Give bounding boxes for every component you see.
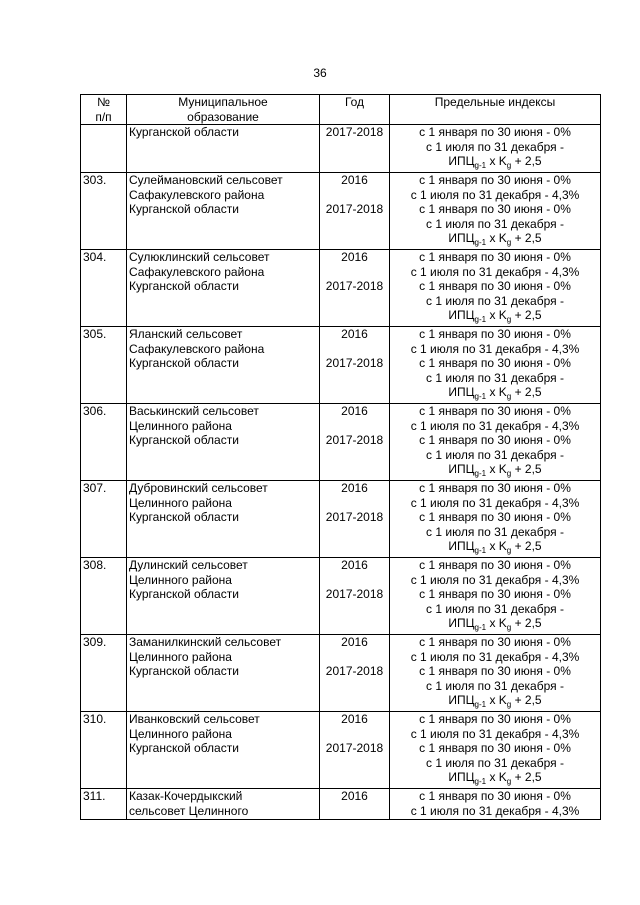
indices-cell <box>390 557 601 634</box>
index-line: с 1 июля по 31 декабря - <box>426 678 564 693</box>
index-formula: $ИПЦ_{g-1}$ х $K_g + 2,5$ <box>448 462 542 479</box>
year-cell <box>320 788 390 819</box>
year-value: 2016 <box>341 788 368 803</box>
year-cell <box>320 403 390 480</box>
year-spacer <box>322 496 387 511</box>
indices-cell <box>390 403 601 480</box>
index-line: с 1 января по 30 июня - 0% <box>419 403 571 418</box>
indices-cell <box>390 249 601 326</box>
index-line: с 1 января по 30 июня - 0% <box>419 480 571 495</box>
indices-cell <box>390 711 601 788</box>
formula-subscript: g <box>506 546 512 556</box>
year-value: 2017-2018 <box>325 741 384 756</box>
table-row <box>81 634 601 711</box>
formula-subscript: g <box>506 238 512 248</box>
year-cell <box>320 125 390 173</box>
index-line: с 1 июля по 31 декабря - 4,3% <box>410 495 580 510</box>
index-line: с 1 января по 30 июня - 0% <box>419 326 571 341</box>
municipality-cell <box>127 403 320 480</box>
index-line: с 1 января по 30 июня - 0% <box>419 125 571 140</box>
formula-subscript: g <box>506 777 512 787</box>
municipality-line: Иванковский сельсовет <box>129 711 260 726</box>
year-value: 2017-2018 <box>325 279 384 294</box>
municipality-cell <box>127 557 320 634</box>
index-line: с 1 июля по 31 декабря - <box>426 216 564 231</box>
municipality-line: Курганской области <box>129 356 239 371</box>
indices-cell <box>390 125 601 173</box>
municipality-line: Сулюклинский сельсовет <box>129 249 270 264</box>
index-formula: $ИПЦ_{g-1}$ х $K_g + 2,5$ <box>448 770 542 787</box>
row-number-cell: 304. <box>81 249 127 326</box>
municipality-line: Курганской области <box>129 741 239 756</box>
year-value: 2017-2018 <box>325 587 384 602</box>
header-municipality-line1: Муниципальное <box>178 95 268 109</box>
municipality-cell <box>127 711 320 788</box>
formula-subscript: g <box>506 161 512 171</box>
index-line: с 1 июля по 31 декабря - <box>426 293 564 308</box>
year-cell <box>320 326 390 403</box>
municipality-line: Целинного района <box>129 726 232 741</box>
municipality-line: Сафакулевского района <box>129 341 265 356</box>
municipality-line: Яланский сельсовет <box>129 326 243 341</box>
header-number-line1: № <box>97 95 110 109</box>
municipality-line: Васькинский сельсовет <box>129 403 259 418</box>
formula-subscript: g <box>506 469 512 479</box>
formula-subscript: g <box>506 623 512 633</box>
indices-cell <box>390 480 601 557</box>
municipality-line: Заманилкинский сельсовет <box>129 634 282 649</box>
year-cell <box>320 249 390 326</box>
formula-subscript: g <box>506 700 512 710</box>
page-number: 36 <box>313 66 327 80</box>
header-number <box>81 95 127 125</box>
year-value: 2017-2018 <box>325 433 384 448</box>
year-value: 2016 <box>341 557 368 572</box>
index-formula: $ИПЦ_{g-1}$ х $K_g + 2,5$ <box>448 385 542 402</box>
index-line: с 1 января по 30 июня - 0% <box>419 634 571 649</box>
year-spacer <box>322 342 387 357</box>
header-municipality-line2: образование <box>187 109 259 124</box>
row-number-cell: 309. <box>81 634 127 711</box>
year-spacer <box>322 188 387 203</box>
municipality-line: Целинного района <box>129 495 232 510</box>
table-row <box>81 326 601 403</box>
municipality-line: Дулинский сельсовет <box>129 557 248 572</box>
municipality-cell <box>127 125 320 173</box>
index-line: с 1 июля по 31 декабря - <box>426 370 564 385</box>
index-line: с 1 января по 30 июня - 0% <box>419 249 571 264</box>
year-cell <box>320 711 390 788</box>
formula-subscript: g-1 <box>474 777 487 787</box>
index-line: с 1 января по 30 июня - 0% <box>419 172 571 187</box>
formula-subscript: g-1 <box>474 469 487 479</box>
index-line: с 1 января по 30 июня - 0% <box>419 587 571 602</box>
municipality-line: Казак-Кочердыкский <box>129 788 243 803</box>
formula-subscript: g-1 <box>474 700 487 710</box>
index-line: с 1 июля по 31 декабря - <box>426 139 564 154</box>
municipality-cell <box>127 480 320 557</box>
table-header-row <box>81 95 601 125</box>
year-value: 2017-2018 <box>325 125 384 140</box>
index-line: с 1 июля по 31 декабря - 4,3% <box>410 264 580 279</box>
index-formula: $ИПЦ_{g-1}$ х $K_g + 2,5$ <box>448 154 542 171</box>
municipality-line: Курганской области <box>129 587 239 602</box>
index-line: с 1 января по 30 июня - 0% <box>419 741 571 756</box>
index-line: с 1 июля по 31 декабря - 4,3% <box>410 341 580 356</box>
index-line: с 1 июля по 31 декабря - 4,3% <box>410 803 580 818</box>
formula-subscript: g-1 <box>474 392 487 402</box>
table-row <box>81 172 601 249</box>
municipality-line: Курганской области <box>129 125 239 140</box>
index-line: с 1 июля по 31 декабря - 4,3% <box>410 187 580 202</box>
index-formula: $ИПЦ_{g-1}$ х $K_g + 2,5$ <box>448 231 542 248</box>
index-line: с 1 июля по 31 декабря - 4,3% <box>410 649 580 664</box>
table-row <box>81 480 601 557</box>
header-indices: Предельные индексы <box>390 95 601 125</box>
year-value: 2017-2018 <box>325 664 384 679</box>
row-number-cell: 308. <box>81 557 127 634</box>
year-value: 2016 <box>341 326 368 341</box>
table-row <box>81 125 601 173</box>
municipality-line: Дубровинский сельсовет <box>129 480 268 495</box>
year-value: 2017-2018 <box>325 202 384 217</box>
municipality-line: Сулеймановский сельсовет <box>129 172 283 187</box>
year-cell <box>320 634 390 711</box>
formula-subscript: g <box>506 392 512 402</box>
year-value: 2016 <box>341 403 368 418</box>
municipality-cell <box>127 326 320 403</box>
indices-cell <box>390 326 601 403</box>
indices-cell <box>390 172 601 249</box>
row-number-cell: 310. <box>81 711 127 788</box>
year-value: 2017-2018 <box>325 356 384 371</box>
year-value: 2016 <box>341 172 368 187</box>
municipality-line: Сафакулевского района <box>129 264 265 279</box>
row-number-cell: 305. <box>81 326 127 403</box>
municipality-cell <box>127 634 320 711</box>
index-formula: $ИПЦ_{g-1}$ х $K_g + 2,5$ <box>448 308 542 325</box>
index-line: с 1 января по 30 июня - 0% <box>419 202 571 217</box>
municipality-line: Курганской области <box>129 664 239 679</box>
year-value: 2016 <box>341 249 368 264</box>
row-number-cell <box>81 125 127 173</box>
municipality-line: Курганской области <box>129 279 239 294</box>
municipality-cell <box>127 172 320 249</box>
index-line: с 1 января по 30 июня - 0% <box>419 788 571 803</box>
limit-indices-table <box>80 94 601 820</box>
year-spacer <box>322 573 387 588</box>
index-line: с 1 июля по 31 декабря - 4,3% <box>410 572 580 587</box>
year-spacer <box>322 727 387 742</box>
index-line: с 1 июля по 31 декабря - <box>426 447 564 462</box>
row-number-cell: 307. <box>81 480 127 557</box>
formula-subscript: g-1 <box>474 161 487 171</box>
index-line: с 1 января по 30 июня - 0% <box>419 510 571 525</box>
header-number-line2: п/п <box>95 109 112 124</box>
row-number-cell: 303. <box>81 172 127 249</box>
municipality-line: Сафакулевского района <box>129 187 265 202</box>
year-value: 2017-2018 <box>325 510 384 525</box>
municipality-line: Целинного района <box>129 572 232 587</box>
formula-subscript: g <box>506 315 512 325</box>
index-line: с 1 января по 30 июня - 0% <box>419 433 571 448</box>
table-row <box>81 249 601 326</box>
municipality-line: Курганской области <box>129 510 239 525</box>
municipality-cell <box>127 788 320 819</box>
index-line: с 1 июля по 31 декабря - 4,3% <box>410 418 580 433</box>
header-year: Год <box>320 95 390 125</box>
index-line: с 1 июля по 31 декабря - <box>426 601 564 616</box>
municipality-line: Целинного района <box>129 418 232 433</box>
municipality-cell <box>127 249 320 326</box>
indices-cell <box>390 788 601 819</box>
index-line: с 1 июля по 31 декабря - <box>426 524 564 539</box>
indices-cell <box>390 634 601 711</box>
municipality-line: Курганской области <box>129 433 239 448</box>
index-line: с 1 января по 30 июня - 0% <box>419 356 571 371</box>
table-row <box>81 711 601 788</box>
table-row <box>81 788 601 819</box>
municipality-line: Курганской области <box>129 202 239 217</box>
formula-subscript: g-1 <box>474 238 487 248</box>
formula-subscript: g-1 <box>474 623 487 633</box>
header-municipality <box>127 95 320 125</box>
formula-subscript: g-1 <box>474 546 487 556</box>
year-value: 2016 <box>341 634 368 649</box>
municipality-line: сельсовет Целинного <box>129 803 249 818</box>
row-number-cell: 306. <box>81 403 127 480</box>
index-line: с 1 июля по 31 декабря - <box>426 755 564 770</box>
row-number-cell: 311. <box>81 788 127 819</box>
municipality-line: Целинного района <box>129 649 232 664</box>
index-formula: $ИПЦ_{g-1}$ х $K_g + 2,5$ <box>448 693 542 710</box>
year-spacer <box>322 265 387 280</box>
year-cell <box>320 557 390 634</box>
table-row <box>81 403 601 480</box>
year-cell <box>320 480 390 557</box>
year-cell <box>320 172 390 249</box>
index-line: с 1 июля по 31 декабря - 4,3% <box>410 726 580 741</box>
year-value: 2016 <box>341 480 368 495</box>
index-line: с 1 января по 30 июня - 0% <box>419 711 571 726</box>
table-row <box>81 557 601 634</box>
year-spacer <box>322 650 387 665</box>
year-value: 2016 <box>341 711 368 726</box>
index-line: с 1 января по 30 июня - 0% <box>419 557 571 572</box>
index-formula: $ИПЦ_{g-1}$ х $K_g + 2,5$ <box>448 616 542 633</box>
index-formula: $ИПЦ_{g-1}$ х $K_g + 2,5$ <box>448 539 542 556</box>
year-spacer <box>322 419 387 434</box>
index-line: с 1 января по 30 июня - 0% <box>419 664 571 679</box>
index-line: с 1 января по 30 июня - 0% <box>419 279 571 294</box>
formula-subscript: g-1 <box>474 315 487 325</box>
